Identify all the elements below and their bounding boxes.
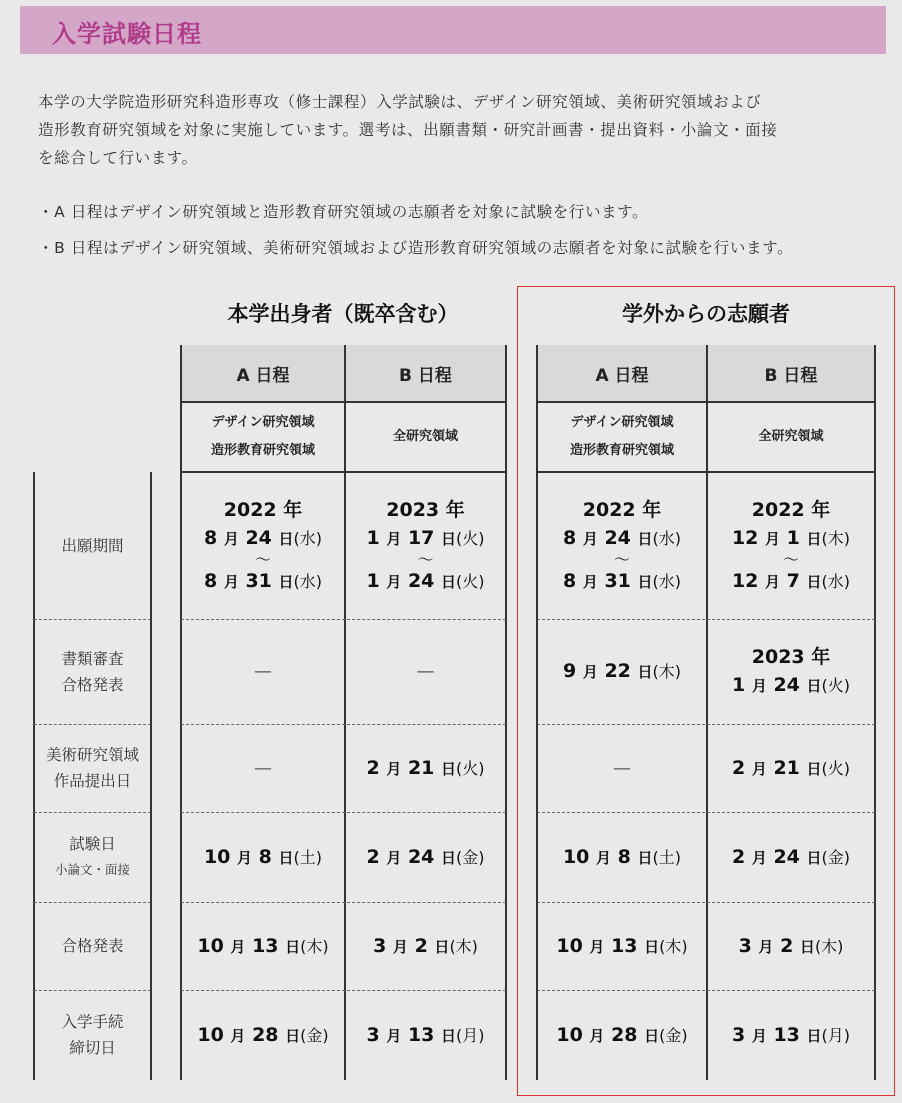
- field-label: デザイン研究領域: [570, 415, 674, 430]
- field-label: 造形教育研究領域: [569, 443, 674, 458]
- result-b-internal: [345, 902, 506, 990]
- start-date: 1 月 17 日(火): [366, 526, 485, 549]
- table-border: [33, 472, 35, 1080]
- exam-b-internal: [345, 812, 506, 902]
- row-label-text: 締切日: [69, 1039, 116, 1057]
- table-divider: [180, 401, 506, 403]
- row-divider: [537, 990, 875, 991]
- schedule-label: A 日程: [236, 366, 290, 386]
- row-divider: [181, 724, 506, 725]
- row-label-text: 試験日: [69, 835, 116, 853]
- year-text: 2022 年: [223, 498, 303, 521]
- column-header-b-internal: [345, 345, 506, 402]
- row-label-exam: [34, 812, 151, 902]
- row-label-text: 入学手続: [61, 1013, 124, 1031]
- section-header: [20, 6, 886, 54]
- row-divider: [34, 990, 151, 991]
- table-border: [706, 345, 708, 1080]
- intro-line: 本学の大学院造形研究科造形専攻（修士課程）入学試験は、デザイン研究領域、美術研究領域および: [38, 93, 762, 111]
- field-label: 造形教育研究領域: [210, 443, 315, 458]
- date-text: 10 月 28 日(金): [197, 1023, 329, 1046]
- date-text: 2 月 21 日(火): [731, 756, 851, 779]
- date-text: 2 月 24 日(金): [731, 845, 851, 868]
- enrollment-b-internal: [345, 990, 506, 1080]
- year-text: 2023 年: [751, 646, 831, 668]
- date-text: 3 月 13 日(月): [366, 1023, 485, 1046]
- date-text: 2 月 24 日(金): [366, 845, 485, 868]
- range-tilde: 〜: [782, 549, 799, 569]
- row-label-text: 合格発表: [61, 937, 124, 955]
- range-tilde: 〜: [417, 549, 434, 569]
- date-text: 10 月 8 日(土): [203, 845, 323, 868]
- year-text: 2023 年: [386, 498, 465, 521]
- table-border: [150, 472, 152, 1080]
- end-date: 8 月 31 日(水): [203, 569, 323, 592]
- application-period-a-external: [537, 472, 707, 619]
- field-label: 全研究領域: [758, 429, 824, 444]
- year-text: 2022 年: [582, 498, 662, 521]
- date-text: 10 月 8 日(土): [562, 845, 682, 868]
- screening-b-external: [707, 619, 875, 724]
- row-label-application: [34, 472, 151, 619]
- screening-b-internal: —: [416, 661, 435, 682]
- end-date: 1 月 24 日(火): [366, 569, 485, 592]
- row-divider: [181, 619, 506, 620]
- row-divider: [537, 619, 875, 620]
- schedule-label: B 日程: [764, 366, 818, 386]
- row-divider: [537, 902, 875, 903]
- row-divider: [181, 990, 506, 991]
- row-divider: [537, 812, 875, 813]
- date-text: 3 月 2 日(木): [738, 934, 844, 957]
- row-label-text: 出願期間: [61, 536, 124, 555]
- start-date: 8 月 24 日(水): [562, 526, 682, 549]
- column-fields-b-internal: [345, 402, 506, 472]
- application-period-b-internal: [345, 472, 506, 619]
- date-text: 2 月 21 日(火): [366, 756, 485, 779]
- exam-b-external: [707, 812, 875, 902]
- portfolio-a-external: —: [613, 757, 631, 779]
- end-date: 8 月 31 日(水): [562, 569, 682, 592]
- field-label: デザイン研究領域: [211, 415, 315, 430]
- start-date: 8 月 24 日(水): [203, 526, 323, 549]
- intro-paragraph: [38, 88, 878, 172]
- column-fields-a-internal: [181, 402, 345, 472]
- date-text: 10 月 13 日(木): [556, 934, 688, 957]
- intro-line: 造形教育研究領域を対象に実施しています。選考は、出願書類・研究計画書・提出資料・小論文・面接: [38, 121, 778, 139]
- portfolio-b-external: [707, 724, 875, 812]
- row-divider: [181, 902, 506, 903]
- column-fields-a-external: [537, 402, 707, 472]
- row-divider: [34, 902, 151, 903]
- application-period-a-internal: [181, 472, 345, 619]
- table-divider: [536, 471, 876, 473]
- column-header-a-external: [537, 345, 707, 402]
- column-header-b-external: [707, 345, 875, 402]
- portfolio-b-internal: [345, 724, 506, 812]
- range-tilde: 〜: [254, 549, 271, 569]
- row-label-subtext: 小論文・面接: [54, 862, 130, 877]
- bullet-b-schedule: ・B 日程はデザイン研究領域、美術研究領域および造形教育研究領域の志願者を対象に試験を行います。: [38, 239, 794, 257]
- table-divider: [536, 401, 876, 403]
- screening-a-internal: —: [254, 661, 272, 682]
- field-label: 全研究領域: [392, 429, 458, 444]
- column-header-a-internal: [181, 345, 345, 402]
- enrollment-a-external: [537, 990, 707, 1080]
- group-title-external: 学外からの志願者: [622, 302, 790, 326]
- row-label-text: 美術研究領域: [45, 746, 139, 764]
- date-text: 10 月 13 日(木): [197, 934, 329, 957]
- table-border: [874, 345, 876, 1080]
- row-label-result: [34, 902, 151, 990]
- schedule-label: B 日程: [399, 366, 452, 386]
- table-divider: [180, 471, 506, 473]
- range-tilde: 〜: [613, 549, 630, 569]
- date-text: 10 月 28 日(金): [556, 1023, 688, 1046]
- result-a-internal: [181, 902, 345, 990]
- row-label-text: 作品提出日: [53, 772, 132, 790]
- year-text: 2022 年: [751, 498, 831, 521]
- application-period-b-external: [707, 472, 875, 619]
- row-divider: [34, 812, 151, 813]
- exam-a-internal: [181, 812, 345, 902]
- table-border: [180, 345, 182, 1080]
- column-fields-b-external: [707, 402, 875, 472]
- intro-line: を総合して行います。: [38, 149, 198, 167]
- row-label-text: 合格発表: [61, 675, 124, 694]
- section-title: 入学試験日程: [52, 20, 202, 48]
- date-text: 3 月 13 日(月): [731, 1023, 851, 1046]
- group-title-internal: 本学出身者（既卒含む）: [227, 302, 459, 326]
- enrollment-a-internal: [181, 990, 345, 1080]
- row-divider: [34, 724, 151, 725]
- table-border: [505, 345, 507, 1080]
- portfolio-a-internal: —: [254, 757, 272, 779]
- table-border: [344, 345, 346, 1080]
- table-border: [536, 345, 538, 1080]
- result-b-external: [707, 902, 875, 990]
- exam-a-external: [537, 812, 707, 902]
- row-divider: [34, 619, 151, 620]
- date-text: 3 月 2 日(木): [373, 934, 478, 957]
- schedule-label: A 日程: [595, 366, 649, 386]
- row-label-text: 書類審査: [61, 649, 124, 668]
- row-divider: [537, 724, 875, 725]
- bullet-a-schedule: ・A 日程はデザイン研究領域と造形教育研究領域の志願者を対象に試験を行います。: [38, 203, 649, 221]
- screening-a-external: [537, 619, 707, 724]
- row-label-enrollment: [34, 990, 151, 1080]
- row-divider: [181, 812, 506, 813]
- result-a-external: [537, 902, 707, 990]
- start-date: 12 月 1 日(木): [731, 526, 851, 549]
- row-label-screening: [34, 619, 151, 724]
- end-date: 12 月 7 日(水): [731, 569, 851, 592]
- row-label-portfolio: [34, 724, 151, 812]
- date-text: 1 月 24 日(火): [731, 674, 851, 696]
- date-text: 9 月 22 日(木): [562, 660, 682, 682]
- enrollment-b-external: [707, 990, 875, 1080]
